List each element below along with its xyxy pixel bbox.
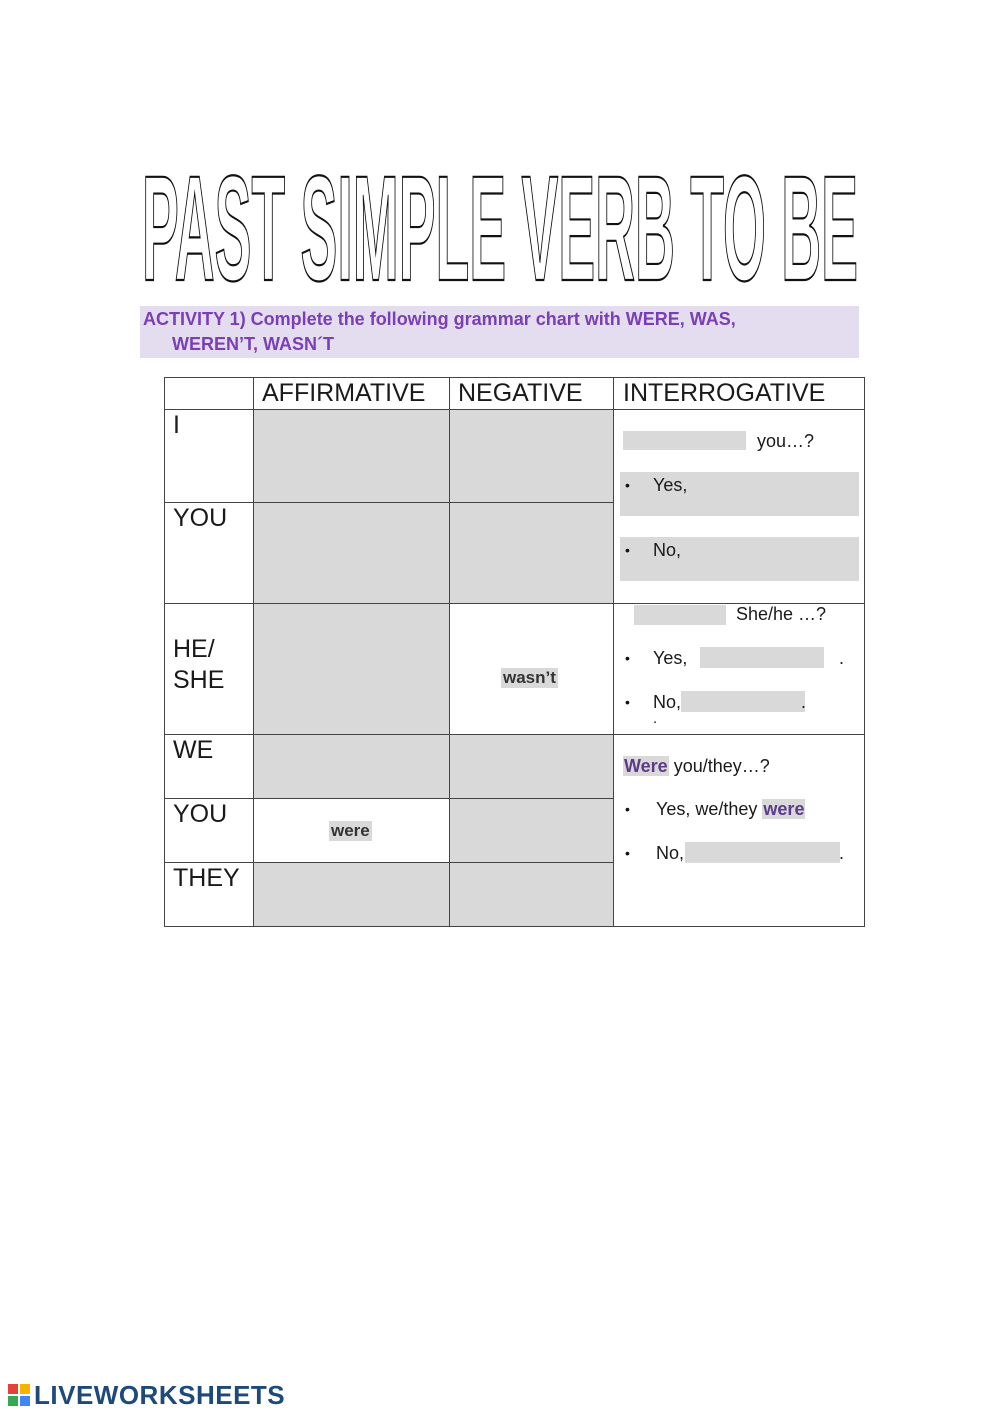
grid-line	[165, 409, 864, 410]
grid-line	[165, 798, 614, 799]
pronoun-you: YOU	[173, 504, 228, 532]
bullet-icon: •	[625, 477, 630, 493]
logo-text: LIVEWORKSHEETS	[34, 1380, 286, 1410]
logo-icon	[8, 1384, 30, 1406]
bullet-icon: •	[625, 801, 630, 817]
pronoun-we: WE	[173, 736, 214, 764]
question-3-word: Were	[624, 756, 668, 776]
bullet-icon: •	[625, 694, 630, 710]
no-2-text: No,	[653, 692, 682, 712]
answer-cell-he-she-affirmative[interactable]	[254, 604, 449, 734]
answer-gap-question-1[interactable]	[623, 431, 746, 450]
page-title	[140, 168, 860, 288]
group-2-extra-dot: .	[653, 710, 658, 727]
answer-cell-you-affirmative[interactable]	[254, 503, 449, 603]
page-title-text: PAST SIMPLE VERB TO BE	[142, 168, 858, 288]
prefilled-affirmative-you-plural: were	[331, 821, 370, 840]
question-1-text: you…?	[757, 431, 815, 451]
no-1-text: No,	[653, 540, 682, 560]
activity-instruction-line1: ACTIVITY 1) Complete the following grammar chart with WERE, WAS,	[143, 309, 736, 329]
grid-line	[449, 378, 450, 926]
answer-cell-you-plural-negative[interactable]	[450, 799, 613, 862]
no-3-end: .	[839, 843, 845, 863]
answer-gap-yes-2[interactable]	[700, 647, 824, 668]
pronoun-he: HE/	[173, 635, 215, 663]
header-interrogative: INTERROGATIVE	[623, 379, 826, 407]
answer-cell-i-negative[interactable]	[450, 410, 613, 502]
yes-2-text: Yes,	[653, 648, 688, 668]
grid-line	[165, 502, 614, 503]
answer-cell-they-negative[interactable]	[450, 863, 613, 926]
yes-1-text: Yes,	[653, 475, 688, 495]
pronoun-they: THEY	[173, 864, 240, 892]
bullet-icon: •	[625, 542, 630, 558]
header-affirmative: AFFIRMATIVE	[262, 379, 426, 407]
question-3-text	[623, 756, 770, 777]
prefilled-negative-he-she: wasn’t	[503, 668, 556, 687]
answer-gap-no-3[interactable]	[685, 842, 840, 863]
grid-line	[613, 378, 614, 926]
answer-cell-you-negative[interactable]	[450, 503, 613, 603]
activity-banner	[140, 306, 859, 358]
pronoun-you-plural: YOU	[173, 800, 228, 828]
answer-cell-we-affirmative[interactable]	[254, 735, 449, 798]
grid-line	[253, 378, 254, 926]
grammar-chart	[164, 377, 865, 927]
answer-cell-i-affirmative[interactable]	[254, 410, 449, 502]
yes-3-text	[656, 799, 805, 820]
no-2-end: .	[801, 692, 807, 712]
bullet-icon: •	[625, 845, 630, 861]
yes-3-lead: Yes, we/they	[656, 799, 758, 819]
header-negative: NEGATIVE	[458, 379, 583, 407]
no-3-text: No,	[656, 843, 685, 863]
answer-cell-they-affirmative[interactable]	[254, 863, 449, 926]
question-2-text: She/he …?	[736, 604, 827, 624]
answer-gap-no-2[interactable]	[681, 691, 805, 712]
yes-2-end: .	[839, 648, 845, 668]
pronoun-she: SHE	[173, 666, 225, 694]
yes-3-word: were	[763, 799, 805, 819]
answer-cell-we-negative[interactable]	[450, 735, 613, 798]
question-3-rest: you/they…?	[673, 756, 770, 776]
activity-instruction-line2: WEREN’T, WASN´T	[172, 334, 334, 354]
answer-gap-question-2[interactable]	[634, 605, 726, 625]
pronoun-i: I	[173, 411, 180, 439]
grid-line	[165, 734, 864, 735]
bullet-icon: •	[625, 650, 630, 666]
